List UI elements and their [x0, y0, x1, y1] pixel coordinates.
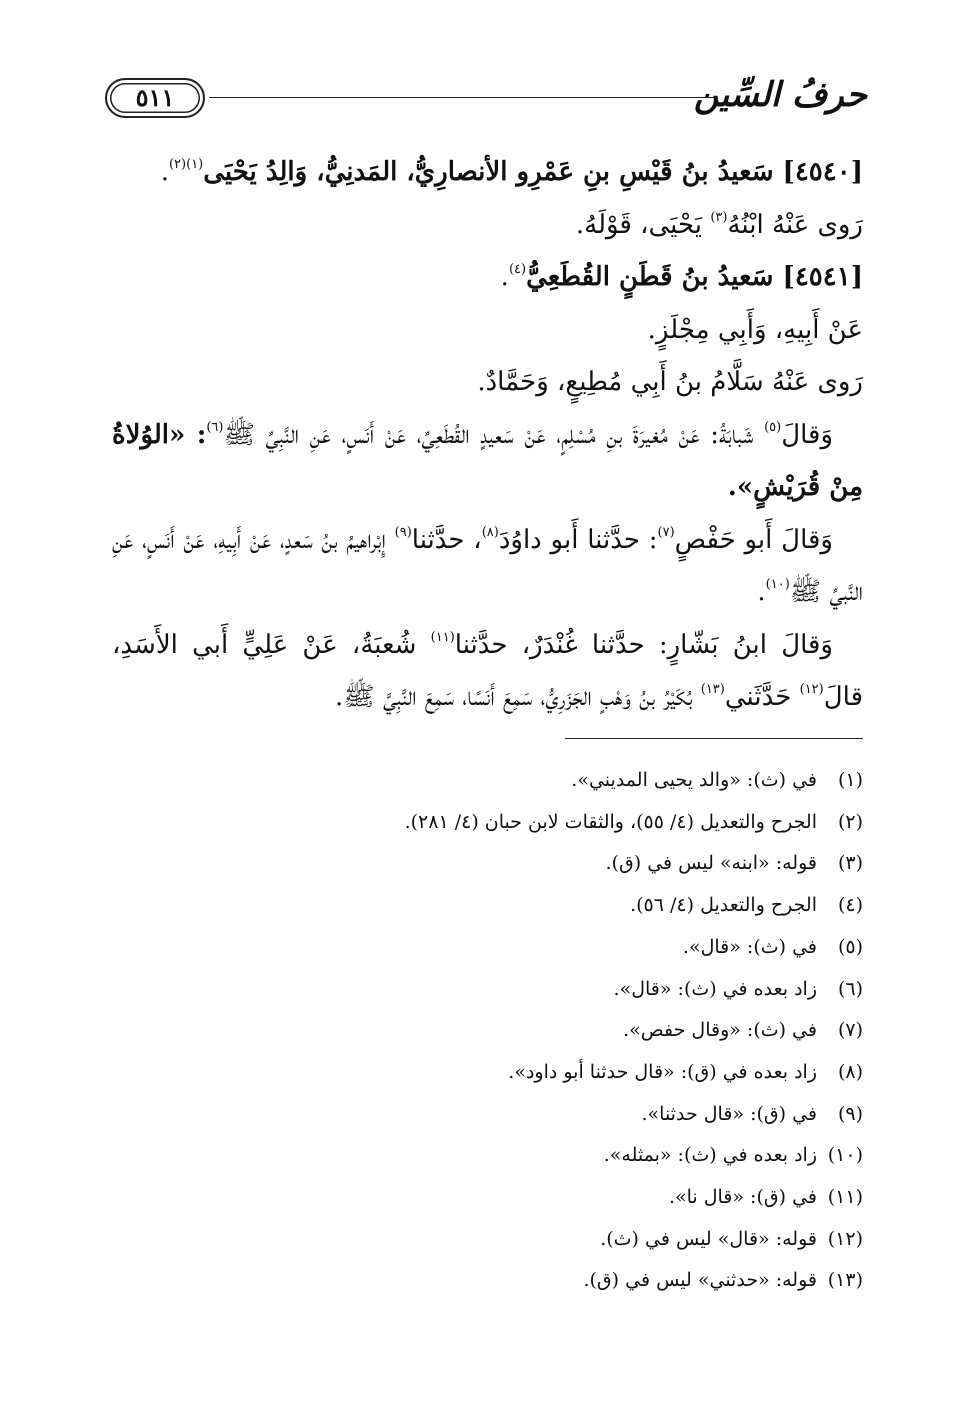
footnote-ref: (١٠): [765, 577, 790, 592]
footnote-number: (٨): [837, 1060, 863, 1083]
text-run: حَدَّثَني: [724, 682, 800, 712]
footnote-text: زاد بعده في (ث): «قال».: [613, 977, 817, 1000]
main-text: [112, 146, 863, 724]
text-run: وَقالَ ابنُ بَشّارٍ: حدَّثنا غُنْدَرٌ، حدَّثنا: [454, 629, 833, 660]
footnote-text: في (ث): «قال».: [682, 935, 817, 958]
footnote-number: (١١): [827, 1186, 863, 1209]
entry-4541: [112, 251, 863, 304]
text-run: .: [757, 577, 766, 607]
footnote: [112, 760, 863, 802]
footnote-ref: (٥): [764, 419, 782, 435]
footnote: [112, 1052, 863, 1094]
footnote: [112, 1135, 863, 1177]
entry-4540: [112, 146, 863, 199]
footnote-ref: (١١): [430, 629, 455, 645]
footnote: [112, 802, 863, 844]
footnote-text: قوله: «قال» ليس في (ث).: [600, 1227, 817, 1250]
footnote-number: (١٣): [827, 1269, 863, 1292]
footnote-number: (٦): [837, 977, 863, 1000]
text-run: بُكَيْرُ بنُ وَهْبٍ الجَزَرِيُّ، سَمِعَ أَنَسًا، سَمِعَ النَّبِيَّ ﷺ.: [335, 682, 701, 712]
footnote-number: (٩): [837, 1102, 863, 1125]
narration-line: عَنْ أَبِيهِ، وَأَبِي مِجْلَزٍ.: [647, 314, 863, 345]
entry-heading: [٤٥٤٠] سَعيدُ بنُ قَيْسِ بنِ عَمْرِو الأنصارِيُّ، المَدنِيُّ، وَالِدُ يَحْيَى: [203, 157, 863, 187]
footnote-ref: (٧): [657, 524, 675, 540]
footnote-ref: (٤): [508, 262, 527, 277]
text-run: رَوى عَنْهُ ابْنُهُ: [727, 209, 863, 240]
footnote: [112, 843, 863, 885]
footnote-number: (٤): [837, 894, 863, 917]
narration-line: رَوى عَنْهُ سَلَّامُ بنُ أَبِي مُطِيعٍ، وَحَمَّادٌ.: [477, 367, 863, 397]
footnote-text: قوله: «ابنه» ليس في (ق).: [605, 852, 817, 875]
text-run: .: [500, 262, 509, 292]
text-run: إِبْراهيمُ بنُ سَعدٍ، عَنْ أَبِيهِ، عَنْ أَنَسٍ، عَنِ النَّبيِّ ﷺ: [112, 524, 863, 607]
page-number: ٥١١: [105, 78, 205, 118]
text-run: شَبابَةُ: عَنْ مُغيرَةَ بنِ مُسْلِمٍ، عَنْ سَعيدٍ القُطَعِيِّ، عَنْ أَنَسٍ، عَنِ النَّبِيِّ ﷺ: [223, 419, 765, 450]
footnote-text: زاد بعده في (ث): «بمثله».: [603, 1144, 817, 1167]
chapter-title: حرفُ السِّين: [693, 75, 867, 115]
hadith-quote: : «الوُلاةُ مِنْ قُرَيْشٍ».: [112, 419, 863, 502]
footnote-ref: (١٣): [700, 682, 725, 697]
footnote-number: (٧): [837, 1019, 863, 1042]
narration-paragraph: [112, 619, 863, 724]
footnote: [112, 1094, 863, 1136]
footnote-text: الجرح والتعديل (٤/ ٥٦).: [630, 894, 817, 917]
footnote-text: قوله: «حدثني» ليس في (ق).: [583, 1269, 817, 1292]
footnote-number: (٢): [837, 810, 863, 833]
footnote-text: الجرح والتعديل (٤/ ٥٥)، والثقات لابن حبان (٤/ ٢٨١).: [404, 810, 817, 833]
footnote-ref: (١٢): [799, 682, 824, 697]
text-run: يَحْيَى، قَوْلَهُ.: [575, 209, 711, 240]
footnote: [112, 1177, 863, 1219]
footnote-number: (١٠): [827, 1144, 863, 1167]
text-run: ، حدَّثنا: [411, 524, 482, 555]
text-run: وَقالَ: [781, 419, 833, 450]
footnote: [112, 927, 863, 969]
footnote-ref: (٣): [710, 209, 728, 225]
narration-line: [112, 199, 863, 252]
footnote-text: في (ق): «قال حدثنا».: [641, 1102, 817, 1125]
footnote-number: (١): [837, 769, 863, 791]
text-run: وَقالَ أَبو حَفْصٍ: [674, 524, 833, 555]
footnote-text: زاد بعده في (ق): «قال حدثنا أبو داود».: [508, 1060, 817, 1083]
footnote: [112, 969, 863, 1011]
header-rule: [209, 97, 717, 98]
text-run: .: [160, 157, 169, 187]
footnote-text: في (ث): «وقال حفص».: [623, 1019, 817, 1042]
text-run: شُعبَةُ، عَنْ عَلِيٍّ أَبي الأَسَدِ، قالَ: [112, 629, 863, 712]
footnote-number: (١٢): [827, 1227, 863, 1250]
footnote-text: في (ق): «قال نا».: [668, 1186, 817, 1209]
footnote-ref: (٨): [481, 524, 499, 540]
footnote-separator: [565, 738, 863, 739]
footnote-text: في (ث): «والد يحيى المديني».: [571, 769, 817, 791]
footnote: [112, 1010, 863, 1052]
footnote-ref: (٩): [394, 524, 412, 540]
text-run: : حدَّثنا أَبو داوُدَ: [498, 524, 658, 555]
footnote-ref: (٦): [206, 419, 224, 435]
footnote: [112, 1219, 863, 1261]
narration-paragraph: [112, 514, 863, 619]
footnote-ref: (١)(٢): [168, 157, 204, 172]
entry-heading: [٤٥٤١] سَعيدُ بنُ قَطَنٍ القُطَعِيُّ: [526, 262, 863, 292]
footnote: [112, 885, 863, 927]
narration-paragraph: [112, 409, 863, 514]
page-header: [105, 70, 867, 140]
footnotes: [112, 760, 863, 1302]
footnote: [112, 1260, 863, 1302]
footnote-number: (٣): [837, 852, 863, 875]
footnote-number: (٥): [837, 935, 863, 958]
